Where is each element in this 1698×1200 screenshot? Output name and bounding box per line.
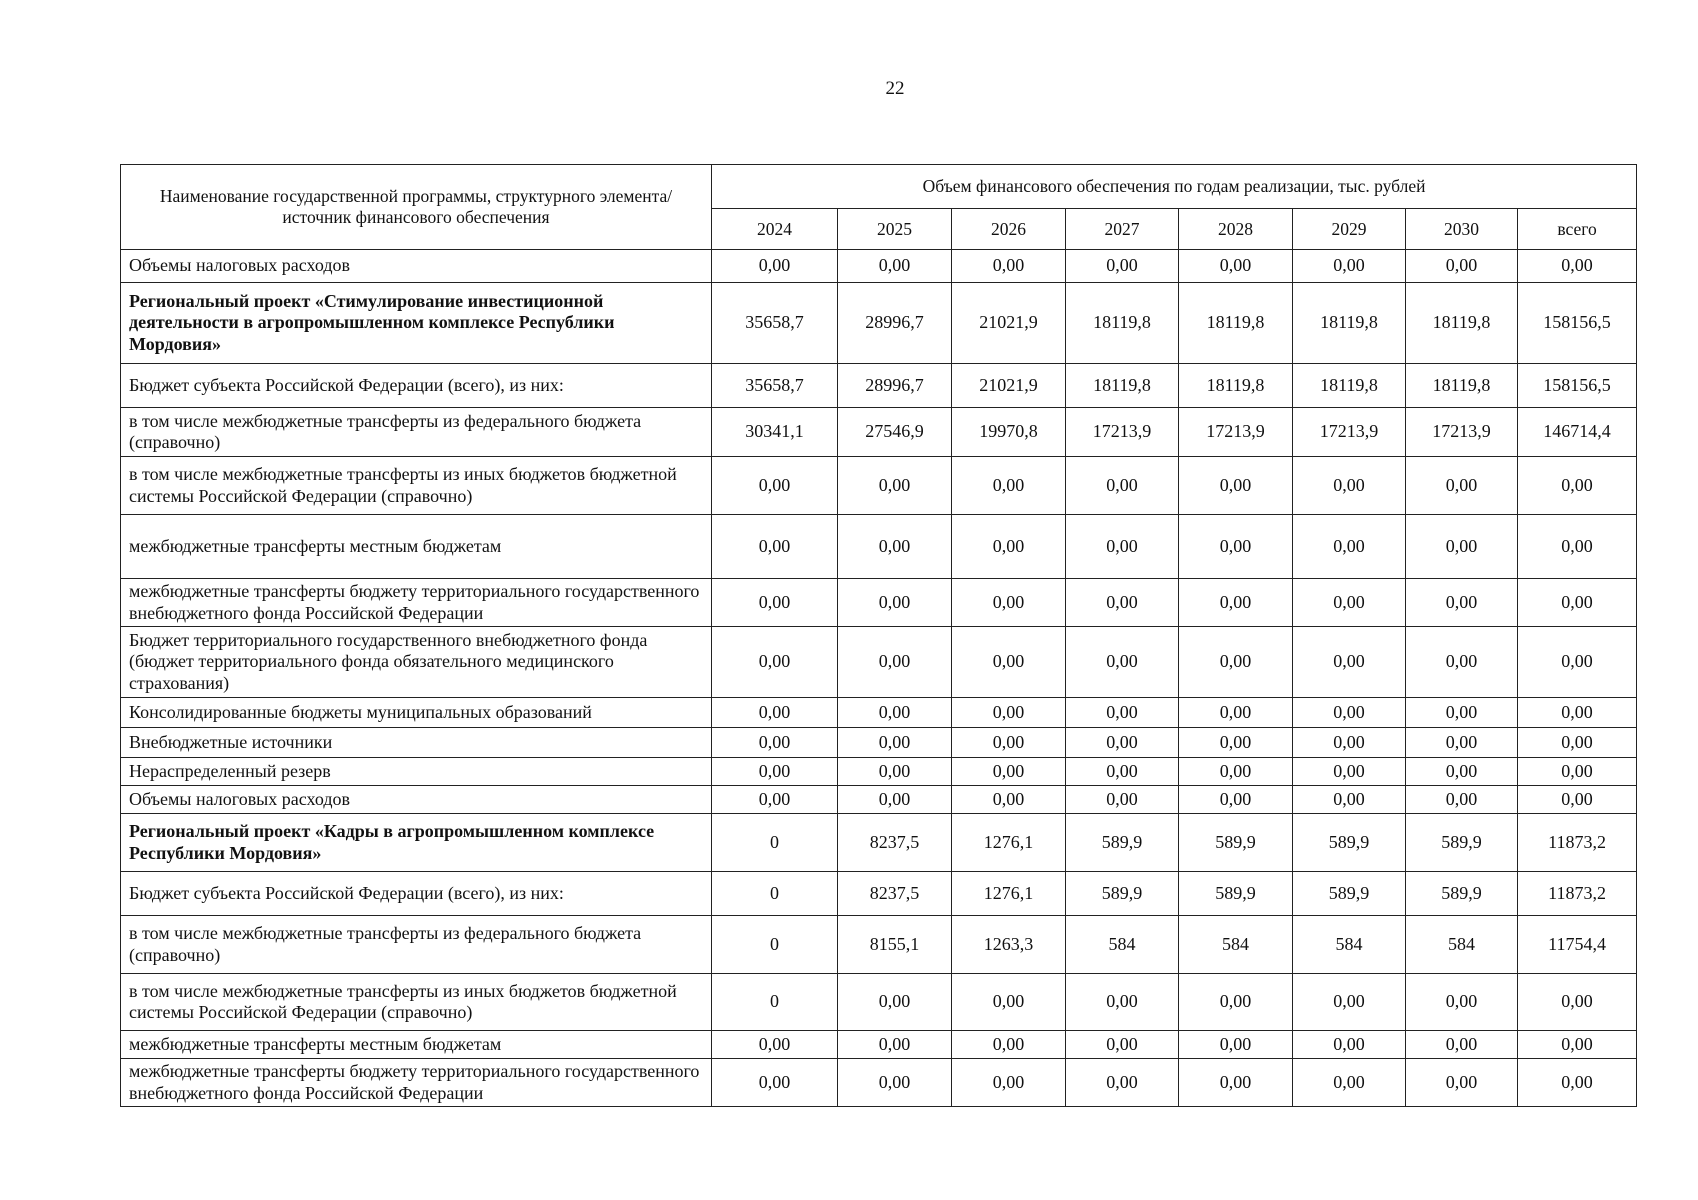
year-value-cell: 0,00 [712, 250, 838, 283]
total-value-cell: 0,00 [1518, 1031, 1637, 1059]
year-value-cell: 0,00 [838, 786, 952, 814]
year-value-cell: 18119,8 [1066, 364, 1179, 408]
year-value-cell: 0,00 [838, 457, 952, 515]
year-value-cell: 35658,7 [712, 364, 838, 408]
year-value-cell: 21021,9 [952, 283, 1066, 364]
year-value-cell: 0,00 [838, 579, 952, 627]
table-row [121, 364, 1637, 408]
year-value-cell: 30341,1 [712, 408, 838, 457]
year-value-cell: 0,00 [1293, 515, 1406, 579]
financing-table [120, 164, 1637, 1107]
year-value-cell: 0,00 [1066, 728, 1179, 758]
year-value-cell: 17213,9 [1066, 408, 1179, 457]
year-value-cell: 589,9 [1293, 814, 1406, 872]
year-value-cell: 0,00 [1293, 1031, 1406, 1059]
year-value-cell: 8237,5 [838, 872, 952, 916]
year-value-cell: 0,00 [712, 457, 838, 515]
year-value-cell: 0,00 [952, 974, 1066, 1031]
year-value-cell: 0,00 [1293, 786, 1406, 814]
year-value-cell: 0,00 [952, 579, 1066, 627]
year-value-cell: 0,00 [1293, 974, 1406, 1031]
year-value-cell: 8237,5 [838, 814, 952, 872]
table-row [121, 283, 1637, 364]
total-value-cell: 0,00 [1518, 758, 1637, 786]
year-value-cell: 0,00 [1406, 457, 1518, 515]
year-value-cell: 584 [1406, 916, 1518, 974]
table-row [121, 916, 1637, 974]
year-value-cell: 0,00 [1179, 786, 1293, 814]
year-value-cell: 0,00 [1066, 786, 1179, 814]
row-name-cell: межбюджетные трансферты местным бюджетам [121, 1031, 712, 1059]
page-number: 22 [885, 78, 905, 99]
year-value-cell: 0,00 [838, 250, 952, 283]
year-value-cell: 0,00 [1179, 515, 1293, 579]
total-value-cell: 0,00 [1518, 457, 1637, 515]
total-value-cell: 158156,5 [1518, 283, 1637, 364]
total-value-cell: 0,00 [1518, 250, 1637, 283]
year-value-cell: 0,00 [952, 786, 1066, 814]
year-value-cell: 0,00 [1179, 250, 1293, 283]
year-value-cell: 1276,1 [952, 872, 1066, 916]
year-value-cell: 589,9 [1406, 872, 1518, 916]
year-value-cell: 0,00 [1406, 758, 1518, 786]
total-value-cell: 146714,4 [1518, 408, 1637, 457]
total-value-cell: 0,00 [1518, 627, 1637, 698]
total-value-cell: 0,00 [1518, 579, 1637, 627]
year-value-cell: 0,00 [1406, 250, 1518, 283]
year-value-cell: 0,00 [1406, 1059, 1518, 1107]
year-value-cell: 0,00 [952, 1059, 1066, 1107]
table-row [121, 579, 1637, 627]
row-name-cell: межбюджетные трансферты местным бюджетам [121, 515, 712, 579]
year-value-cell: 19970,8 [952, 408, 1066, 457]
year-value-cell: 18119,8 [1293, 364, 1406, 408]
year-value-cell: 589,9 [1293, 872, 1406, 916]
year-value-cell: 27546,9 [838, 408, 952, 457]
year-value-cell: 584 [1179, 916, 1293, 974]
year-value-cell: 1263,3 [952, 916, 1066, 974]
year-value-cell: 8155,1 [838, 916, 952, 974]
table-row [121, 758, 1637, 786]
year-value-cell: 584 [1293, 916, 1406, 974]
total-value-cell: 0,00 [1518, 698, 1637, 728]
year-value-cell: 589,9 [1179, 872, 1293, 916]
table-row [121, 974, 1637, 1031]
year-value-cell: 0,00 [952, 728, 1066, 758]
year-value-cell: 0,00 [1406, 579, 1518, 627]
year-value-cell: 0,00 [1066, 250, 1179, 283]
table-row [121, 786, 1637, 814]
year-value-cell: 18119,8 [1293, 283, 1406, 364]
table-row [121, 1059, 1637, 1107]
year-value-cell: 0,00 [1179, 758, 1293, 786]
year-value-cell: 0,00 [1066, 515, 1179, 579]
year-value-cell: 0,00 [952, 250, 1066, 283]
year-value-cell: 0,00 [952, 698, 1066, 728]
year-value-cell: 0,00 [1179, 457, 1293, 515]
year-value-cell: 0,00 [838, 728, 952, 758]
year-value-cell: 0,00 [1293, 250, 1406, 283]
year-value-cell: 0,00 [1406, 627, 1518, 698]
year-value-cell: 0,00 [712, 515, 838, 579]
year-value-cell: 0,00 [1179, 1059, 1293, 1107]
total-value-cell: 0,00 [1518, 786, 1637, 814]
year-header: 2024 [712, 209, 838, 250]
project-name-cell: Региональный проект «Стимулирование инвестиционной деятельности в агропромышленном комплексе Республики Мордовия» [121, 283, 712, 364]
total-value-cell: 158156,5 [1518, 364, 1637, 408]
row-name-cell: Консолидированные бюджеты муниципальных образований [121, 698, 712, 728]
year-header: 2027 [1066, 209, 1179, 250]
year-value-cell: 0,00 [1066, 1059, 1179, 1107]
table-row [121, 457, 1637, 515]
row-name-cell: в том числе межбюджетные трансферты из федерального бюджета (справочно) [121, 916, 712, 974]
table-row [121, 872, 1637, 916]
year-value-cell: 18119,8 [1066, 283, 1179, 364]
year-value-cell: 0,00 [1066, 698, 1179, 728]
year-value-cell: 0,00 [1066, 1031, 1179, 1059]
year-value-cell: 35658,7 [712, 283, 838, 364]
total-value-cell: 0,00 [1518, 515, 1637, 579]
year-value-cell: 0,00 [1293, 728, 1406, 758]
year-value-cell: 1276,1 [952, 814, 1066, 872]
year-value-cell: 0,00 [712, 1059, 838, 1107]
year-value-cell: 589,9 [1179, 814, 1293, 872]
row-name-cell: в том числе межбюджетные трансферты из иных бюджетов бюджетной системы Российской Федерации (справочно) [121, 974, 712, 1031]
row-name-cell: Бюджет субъекта Российской Федерации (всего), из них: [121, 872, 712, 916]
year-value-cell: 584 [1066, 916, 1179, 974]
row-name-cell: Объемы налоговых расходов [121, 786, 712, 814]
row-name-cell: межбюджетные трансферты бюджету территориального государственного внебюджетного фонда Российской Федерации [121, 1059, 712, 1107]
row-name-cell: Нераспределенный резерв [121, 758, 712, 786]
table-row [121, 698, 1637, 728]
year-value-cell: 0,00 [1066, 758, 1179, 786]
year-value-cell: 0,00 [1179, 627, 1293, 698]
year-value-cell: 0,00 [838, 758, 952, 786]
year-value-cell: 17213,9 [1406, 408, 1518, 457]
total-value-cell: 11754,4 [1518, 916, 1637, 974]
year-value-cell: 28996,7 [838, 364, 952, 408]
year-value-cell: 0,00 [1066, 974, 1179, 1031]
year-value-cell: 21021,9 [952, 364, 1066, 408]
year-header: 2026 [952, 209, 1066, 250]
year-value-cell: 18119,8 [1179, 283, 1293, 364]
year-value-cell: 0,00 [838, 1031, 952, 1059]
year-value-cell: 0,00 [952, 627, 1066, 698]
row-name-cell: Бюджет территориального государственного внебюджетного фонда (бюджет территориального фонда обязательного медицинского страхования) [121, 627, 712, 698]
year-value-cell: 0 [712, 916, 838, 974]
year-value-cell: 0,00 [712, 758, 838, 786]
year-value-cell: 0,00 [712, 1031, 838, 1059]
year-value-cell: 589,9 [1406, 814, 1518, 872]
total-value-cell: 0,00 [1518, 1059, 1637, 1107]
year-value-cell: 0,00 [712, 579, 838, 627]
total-value-cell: 11873,2 [1518, 814, 1637, 872]
project-name-cell: Региональный проект «Кадры в агропромышленном комплексе Республики Мордовия» [121, 814, 712, 872]
table-row [121, 250, 1637, 283]
row-name-cell: Объемы налоговых расходов [121, 250, 712, 283]
year-value-cell: 0,00 [1293, 758, 1406, 786]
year-value-cell: 0,00 [1179, 698, 1293, 728]
year-value-cell: 0,00 [952, 457, 1066, 515]
year-value-cell: 0,00 [1066, 579, 1179, 627]
year-value-cell: 0 [712, 974, 838, 1031]
year-header: 2028 [1179, 209, 1293, 250]
total-value-cell: 0,00 [1518, 728, 1637, 758]
year-header: 2029 [1293, 209, 1406, 250]
year-value-cell: 18119,8 [1406, 364, 1518, 408]
year-header: 2025 [838, 209, 952, 250]
year-header: 2030 [1406, 209, 1518, 250]
year-value-cell: 0,00 [1179, 579, 1293, 627]
year-value-cell: 0,00 [1406, 515, 1518, 579]
year-value-cell: 0,00 [838, 698, 952, 728]
year-value-cell: 0,00 [952, 1031, 1066, 1059]
year-value-cell: 0,00 [838, 974, 952, 1031]
year-value-cell: 28996,7 [838, 283, 952, 364]
row-name-cell: Внебюджетные источники [121, 728, 712, 758]
year-value-cell: 0,00 [712, 698, 838, 728]
year-value-cell: 0,00 [1066, 457, 1179, 515]
year-value-cell: 0,00 [712, 728, 838, 758]
year-value-cell: 0,00 [1293, 579, 1406, 627]
year-value-cell: 0,00 [1293, 1059, 1406, 1107]
year-value-cell: 0,00 [1406, 698, 1518, 728]
year-value-cell: 0,00 [1293, 627, 1406, 698]
table-row [121, 1031, 1637, 1059]
year-value-cell: 0,00 [1406, 728, 1518, 758]
year-value-cell: 0,00 [712, 627, 838, 698]
year-value-cell: 589,9 [1066, 872, 1179, 916]
volume-column-header: Объем финансового обеспечения по годам реализации, тыс. рублей [712, 165, 1637, 209]
year-value-cell: 0,00 [1293, 698, 1406, 728]
year-value-cell: 589,9 [1066, 814, 1179, 872]
name-column-header: Наименование государственной программы, структурного элемента/источник финансового обеспечения [121, 165, 712, 250]
year-value-cell: 18119,8 [1179, 364, 1293, 408]
year-value-cell: 17213,9 [1179, 408, 1293, 457]
year-value-cell: 0,00 [1406, 974, 1518, 1031]
row-name-cell: в том числе межбюджетные трансферты из федерального бюджета (справочно) [121, 408, 712, 457]
year-value-cell: 0 [712, 872, 838, 916]
total-value-cell: 11873,2 [1518, 872, 1637, 916]
table-row [121, 515, 1637, 579]
year-value-cell: 0,00 [1179, 1031, 1293, 1059]
table-row [121, 627, 1637, 698]
row-name-cell: в том числе межбюджетные трансферты из иных бюджетов бюджетной системы Российской Федерации (справочно) [121, 457, 712, 515]
table-row [121, 814, 1637, 872]
row-name-cell: межбюджетные трансферты бюджету территориального государственного внебюджетного фонда Российской Федерации [121, 579, 712, 627]
year-value-cell: 18119,8 [1406, 283, 1518, 364]
row-name-cell: Бюджет субъекта Российской Федерации (всего), из них: [121, 364, 712, 408]
year-value-cell: 0,00 [1406, 1031, 1518, 1059]
year-value-cell: 0,00 [838, 627, 952, 698]
table-row [121, 728, 1637, 758]
year-value-cell: 0,00 [952, 758, 1066, 786]
year-value-cell: 0,00 [1179, 728, 1293, 758]
year-value-cell: 0,00 [838, 1059, 952, 1107]
year-value-cell: 0,00 [838, 515, 952, 579]
year-value-cell: 0,00 [1066, 627, 1179, 698]
total-header: всего [1518, 209, 1637, 250]
year-value-cell: 0,00 [1406, 786, 1518, 814]
total-value-cell: 0,00 [1518, 974, 1637, 1031]
year-value-cell: 17213,9 [1293, 408, 1406, 457]
year-value-cell: 0,00 [952, 515, 1066, 579]
header-row-top [121, 165, 1637, 209]
year-value-cell: 0,00 [1293, 457, 1406, 515]
table-row [121, 408, 1637, 457]
year-value-cell: 0,00 [1179, 974, 1293, 1031]
year-value-cell: 0 [712, 814, 838, 872]
year-value-cell: 0,00 [712, 786, 838, 814]
